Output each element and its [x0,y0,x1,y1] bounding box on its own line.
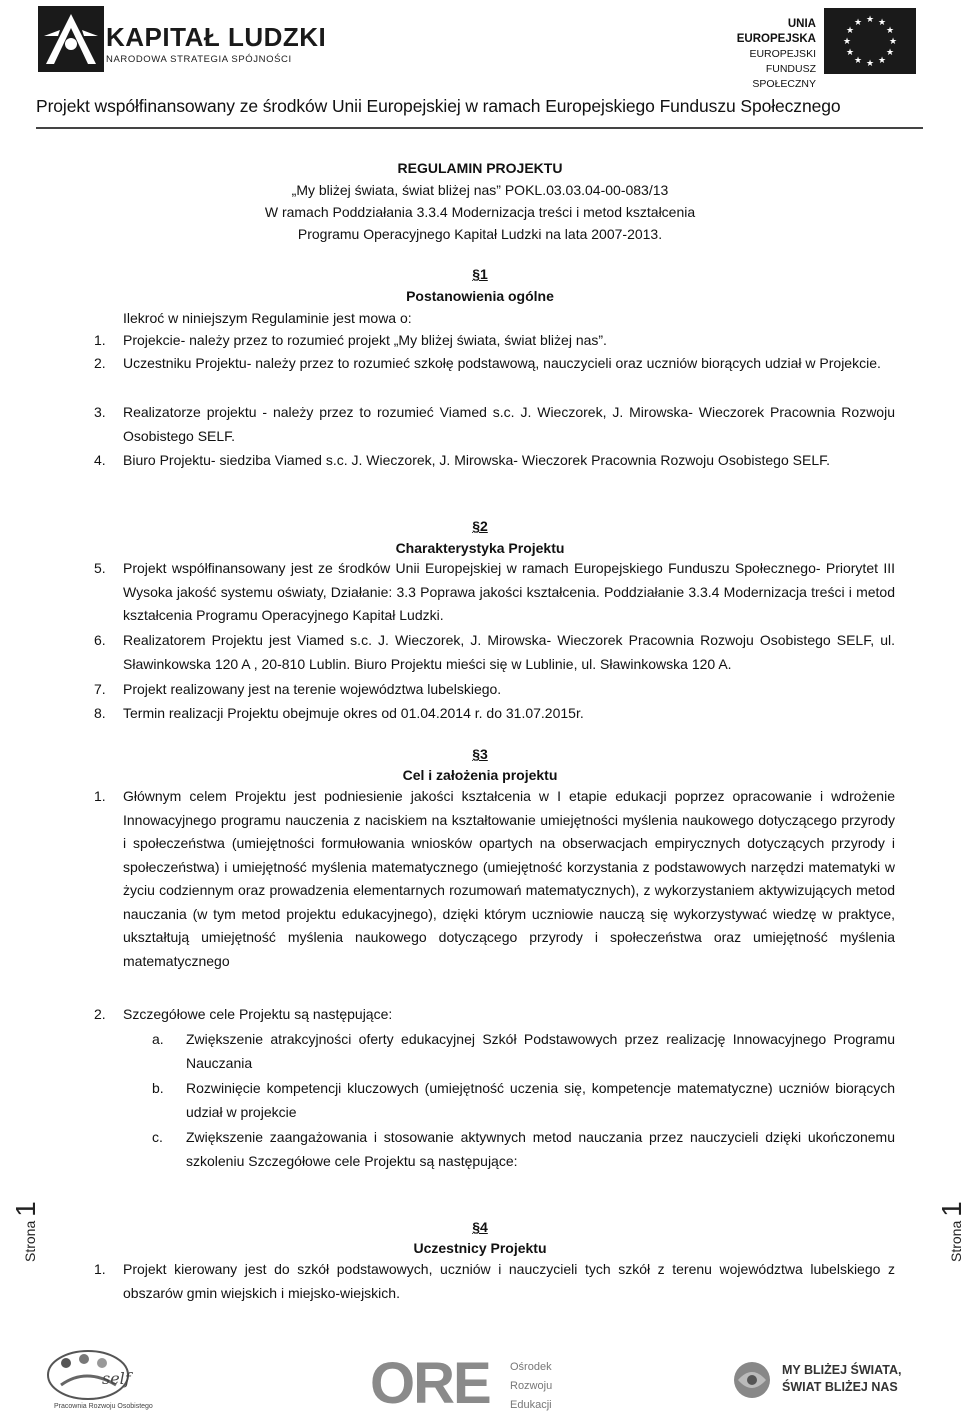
self-logo-caption: Pracownia Rozwoju Osobistego [54,1403,153,1410]
header-divider [36,127,923,129]
svg-text:★: ★ [865,15,875,25]
list-item-number: 1. [94,332,106,348]
list-item-text: Projekcie- należy przez to rozumieć projekt „My bliżej świata, świat bliżej nas”. [123,332,607,348]
list-item-text: Realizatorem Projektu jest Viamed s.c. J. Wieczorek, J. Mirowska- Wieczorek Pracownia Rozwoju Osobistego SELF, ul. Sławinkowska 120 A , 20-810 Lublin. Biuro Projektu mieści się w Lublinie, ul. Sławinkowska 120 A. [123,632,895,672]
svg-text:★: ★ [853,18,863,28]
list-item-number: 3. [94,404,106,420]
svg-text:★: ★ [877,18,887,28]
kapital-ludzki-subtitle: NARODOWA STRATEGIA SPÓJNOŚCI [106,54,292,65]
self-logo [36,1345,153,1417]
project-logo-line2: ŚWIAT BLIŻEJ NAS [782,1380,898,1394]
svg-text:★: ★ [845,26,855,36]
svg-text:★: ★ [865,59,875,69]
list-item [94,678,895,702]
svg-text:★: ★ [885,26,895,36]
sub-list-item-letter: a. [152,1031,164,1047]
list-item-text: Realizatorze projektu - należy przez to rozumieć Viamed s.c. J. Wieczorek, J. Mirowska- Wieczorek Pracownia Rozwoju Osobistego SELF. [123,404,895,444]
section-1-title: Postanowienia ogólne [406,288,554,304]
list-item [94,329,895,353]
ore-caption [510,1358,552,1415]
list-item-text: Szczegółowe cele Projektu są następujące: [123,1006,393,1022]
ore-caption-line2: Rozwoju [510,1380,553,1392]
project-logo-icon [730,1358,774,1402]
self-logo-word: self [102,1369,131,1388]
svg-text:★: ★ [853,56,863,66]
list-item-text: Projekt realizowany jest na terenie województwa lubelskiego. [123,681,502,697]
list-item-text: Biuro Projektu- siedziba Viamed s.c. J. Wieczorek, J. Mirowska- Wieczorek Pracownia Rozwoju Osobistego SELF. [123,452,830,468]
sub-list-item-text: Zwiększenie zaangażowania i stosowanie aktywnych metod nauczania przez nauczycieli dzięki ukończonemu szkoleniu Szczegółowe cele Projektu są następujące: [186,1129,895,1169]
sub-list-item [152,1077,895,1124]
svg-text:★: ★ [877,56,887,66]
project-logo [730,1358,930,1404]
sub-list-item-letter: c. [152,1129,163,1145]
section-2-number: §2 [472,518,488,534]
list-item-number: 4. [94,452,106,468]
sub-list-item [152,1126,895,1173]
svg-text:★: ★ [842,37,852,47]
list-item [94,449,895,473]
svg-text:★: ★ [888,37,898,47]
document-subtitle-programme: Programu Operacyjnego Kapitał Ludzki na lata 2007-2013. [297,226,663,242]
section-4-number: §4 [472,1219,488,1235]
document-title: REGULAMIN PROJEKTU [397,160,563,176]
eu-label-line3: FUNDUSZ SPOŁECZNY [752,63,816,90]
page-label-left [10,1201,42,1262]
eu-flag-icon [824,8,916,74]
ore-logo [370,1352,590,1418]
list-item [94,557,895,628]
svg-text:★: ★ [885,48,895,58]
page-number: 1 [10,1201,41,1217]
kapital-ludzki-title: KAPITAŁ LUDZKI [106,22,327,52]
page-label-word: Strona [22,1220,38,1262]
list-item-number: 1. [94,1261,106,1277]
kapital-ludzki-emblem-icon [38,6,104,72]
list-item-text: Projekt współfinansowany jest ze środków Unii Europejskiej w ramach Europejskiego Funduszu Społecznego- Priorytet III Wysoka jakość systemu oświaty, Działanie: 3.3 Poprawa jakości kształcenia. Poddziałanie 3.3.4 Modernizacja treści i metod kształcenia Programu Operacyjnego Kapitał Ludzki. [123,560,895,623]
page-label-right [936,1201,968,1262]
list-item [94,629,895,676]
list-item [94,401,895,448]
eu-label-line1: UNIA EUROPEJSKA [736,18,816,45]
project-logo-text [782,1362,901,1396]
list-item-number: 7. [94,681,106,697]
section-1-intro: Ilekroć w niniejszym Regulaminie jest mowa o: [123,310,412,326]
list-item-number: 2. [94,355,106,371]
cofinancing-notice: Projekt współfinansowany ze środków Unii Europejskiej w ramach Europejskiego Funduszu Społecznego [36,96,841,116]
ore-caption-line3: Edukacji [510,1399,552,1411]
section-2-title: Charakterystyka Projektu [395,540,565,556]
eu-label-line2: EUROPEJSKI [749,48,816,60]
list-item [94,785,895,973]
list-item-number: 5. [94,560,106,576]
list-item-text: Uczestniku Projektu- należy przez to rozumieć szkołę podstawową, nauczycieli oraz uczniów biorących udział w Projekcie. [123,355,881,371]
document-subtitle-measure: W ramach Poddziałania 3.3.4 Modernizacja treści i metod kształcenia [264,204,696,220]
document-subtitle-project: „My bliżej świata, świat bliżej nas” POKL.03.03.04-00-083/13 [291,182,669,198]
list-item [94,1003,895,1027]
ore-caption-line1: Ośrodek [510,1361,552,1373]
list-item-number: 1. [94,788,106,804]
list-item [94,702,895,726]
list-item-number: 8. [94,705,106,721]
section-1-number: §1 [472,266,488,282]
section-3-title: Cel i założenia projektu [402,767,558,783]
project-logo-line1: MY BLIŻEJ ŚWIATA, [782,1363,902,1377]
sub-list-item-text: Rozwinięcie kompetencji kluczowych (umiejętność uczenia się, kompetencje matematyczne) uczniów biorących udział w projekcie [186,1080,895,1120]
list-item-text: Termin realizacji Projektu obejmuje okres od 01.04.2014 r. do 31.07.2015r. [123,705,584,721]
page-number: 1 [936,1201,967,1217]
list-item-text: Projekt kierowany jest do szkół podstawowych, uczniów i nauczycieli tych szkół z terenu województwa lubelskiego z obszarów gmin wiejskich i miejsko-wiejskich. [123,1261,895,1301]
sub-list-item-letter: b. [152,1080,164,1096]
list-item-number: 2. [94,1006,106,1022]
section-4-title: Uczestnicy Projektu [413,1240,547,1256]
list-item-text: Głównym celem Projektu jest podniesienie jakości kształcenia w I etapie edukacji poprzez opracowanie i wdrożenie Innowacyjnego programu nauczenia z naciskiem na kształtowanie umiejętności myślenia naukowego dotyczącego przyrody i społeczeństwa (umiejętności formułowania wniosków opartych na obserwacjach empirycznych dotyczących przyrody i społeczeństwa) i umiejętność myślenia matematycznego (umiejętność korzystania z podstawowych narzędzi matematyki w życiu codziennym oraz prowadzenia elementarnych rozumowań matematycznych), z wykorzystaniem aktywizujących metod nauczania (w tym metod projektu edukacyjnego), dzięki którym uczniowie nauczą się wykorzystywać wiedzę w praktyce, ukształtują umiejętność myślenia naukowego dotyczącego przyrody i społeczeństwa oraz umiejętność myślenia matematycznego [123,788,895,969]
svg-text:★: ★ [845,48,855,58]
ore-letters: ORE [370,1351,490,1416]
sub-list-item-text: Zwiększenie atrakcyjności oferty edukacyjnej Szkół Podstawowych przez realizację Innowacyjnego Programu Nauczania [186,1031,895,1071]
sub-list-item [152,1028,895,1075]
list-item [94,1258,895,1305]
eu-label [706,17,816,92]
section-3-number: §3 [472,746,488,762]
list-item [94,352,895,376]
list-item-number: 6. [94,632,106,648]
page-label-word: Strona [948,1220,964,1262]
